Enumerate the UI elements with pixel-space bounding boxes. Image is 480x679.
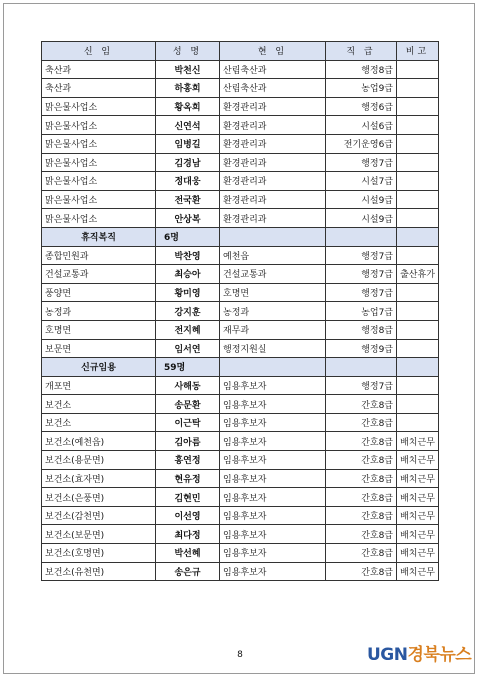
note-cell	[397, 395, 439, 414]
header-note: 비고	[397, 42, 439, 61]
name-cell: 정대웅	[156, 172, 220, 191]
page-number: 8	[237, 650, 243, 660]
section-blank-cell	[326, 358, 397, 377]
table-row	[42, 283, 439, 302]
grade-cell: 행정9급	[326, 339, 397, 358]
name-cell: 임서연	[156, 339, 220, 358]
name-cell: 황옥희	[156, 97, 220, 116]
table-row	[42, 246, 439, 265]
new-post-cell: 보건소(호명면)	[42, 544, 156, 563]
current-post-cell: 농정과	[220, 302, 326, 321]
name-cell: 송은규	[156, 562, 220, 581]
new-post-cell: 축산과	[42, 60, 156, 79]
table-row	[42, 376, 439, 395]
grade-cell: 간호8급	[326, 469, 397, 488]
new-post-cell: 풍양면	[42, 283, 156, 302]
header-current-post: 현 임	[220, 42, 326, 61]
note-cell: 배치근무	[397, 544, 439, 563]
table-row	[42, 97, 439, 116]
name-cell: 이근탁	[156, 413, 220, 432]
table-row	[42, 562, 439, 581]
grade-cell: 간호8급	[326, 395, 397, 414]
name-cell: 임병길	[156, 134, 220, 153]
table-row	[42, 339, 439, 358]
current-post-cell: 임용후보자	[220, 469, 326, 488]
new-post-cell: 보건소	[42, 413, 156, 432]
table-row	[42, 469, 439, 488]
section-blank-cell	[397, 227, 439, 246]
current-post-cell: 호명면	[220, 283, 326, 302]
name-cell: 사해동	[156, 376, 220, 395]
section-blank-cell	[326, 227, 397, 246]
current-post-cell: 환경관리과	[220, 153, 326, 172]
new-post-cell: 종합민원과	[42, 246, 156, 265]
table-row	[42, 79, 439, 98]
current-post-cell: 환경관리과	[220, 190, 326, 209]
table-row	[42, 153, 439, 172]
note-cell	[397, 153, 439, 172]
note-cell	[397, 116, 439, 135]
name-cell: 김경남	[156, 153, 220, 172]
note-cell: 배치근무	[397, 562, 439, 581]
note-cell	[397, 190, 439, 209]
new-post-cell: 맑은물사업소	[42, 172, 156, 191]
grade-cell: 행정8급	[326, 60, 397, 79]
grade-cell: 농업7급	[326, 302, 397, 321]
name-cell: 이선영	[156, 506, 220, 525]
grade-cell: 행정7급	[326, 246, 397, 265]
grade-cell: 시설9급	[326, 190, 397, 209]
note-cell	[397, 246, 439, 265]
note-cell	[397, 97, 439, 116]
new-post-cell: 보건소(감천면)	[42, 506, 156, 525]
new-post-cell: 보건소(유천면)	[42, 562, 156, 581]
new-post-cell: 맑은물사업소	[42, 116, 156, 135]
new-post-cell: 농정과	[42, 302, 156, 321]
note-cell	[397, 172, 439, 191]
note-cell	[397, 283, 439, 302]
grade-cell: 간호8급	[326, 544, 397, 563]
section-blank-cell	[397, 358, 439, 377]
current-post-cell: 건설교통과	[220, 265, 326, 284]
current-post-cell: 환경관리과	[220, 134, 326, 153]
grade-cell: 행정7급	[326, 153, 397, 172]
note-cell	[397, 302, 439, 321]
new-post-cell: 보건소	[42, 395, 156, 414]
name-cell: 전국환	[156, 190, 220, 209]
current-post-cell: 임용후보자	[220, 488, 326, 507]
new-post-cell: 축산과	[42, 79, 156, 98]
grade-cell: 시설7급	[326, 172, 397, 191]
note-cell: 배치근무	[397, 432, 439, 451]
header-new-post: 신 임	[42, 42, 156, 61]
current-post-cell: 행정지원실	[220, 339, 326, 358]
name-cell: 신연석	[156, 116, 220, 135]
table-row	[42, 209, 439, 228]
table-row	[42, 116, 439, 135]
section-count: 6명	[156, 227, 220, 246]
name-cell: 최다정	[156, 525, 220, 544]
current-post-cell: 임용후보자	[220, 432, 326, 451]
new-post-cell: 개포면	[42, 376, 156, 395]
grade-cell: 행정7급	[326, 376, 397, 395]
name-cell: 안상복	[156, 209, 220, 228]
table-row	[42, 172, 439, 191]
name-cell: 김현민	[156, 488, 220, 507]
new-post-cell: 맑은물사업소	[42, 134, 156, 153]
current-post-cell: 환경관리과	[220, 209, 326, 228]
current-post-cell: 임용후보자	[220, 544, 326, 563]
name-cell: 강지훈	[156, 302, 220, 321]
name-cell: 박찬영	[156, 246, 220, 265]
name-cell: 하홍희	[156, 79, 220, 98]
personnel-table	[41, 41, 439, 581]
section-blank-cell	[220, 358, 326, 377]
grade-cell: 행정6급	[326, 97, 397, 116]
note-cell	[397, 60, 439, 79]
new-post-cell: 보건소(보문면)	[42, 525, 156, 544]
grade-cell: 간호8급	[326, 525, 397, 544]
name-cell: 현유정	[156, 469, 220, 488]
grade-cell: 간호8급	[326, 451, 397, 470]
name-cell: 최승아	[156, 265, 220, 284]
note-cell: 배치근무	[397, 451, 439, 470]
note-cell: 출산휴가	[397, 265, 439, 284]
current-post-cell: 임용후보자	[220, 413, 326, 432]
grade-cell: 간호8급	[326, 432, 397, 451]
name-cell: 박선혜	[156, 544, 220, 563]
grade-cell: 시설6급	[326, 116, 397, 135]
table-row	[42, 302, 439, 321]
note-cell	[397, 209, 439, 228]
name-cell: 홍연정	[156, 451, 220, 470]
new-post-cell: 호명면	[42, 320, 156, 339]
table-header-row	[42, 42, 439, 61]
grade-cell: 간호8급	[326, 562, 397, 581]
new-post-cell: 보건소(용문면)	[42, 451, 156, 470]
table-row	[42, 60, 439, 79]
note-cell	[397, 134, 439, 153]
table-row	[42, 320, 439, 339]
current-post-cell: 환경관리과	[220, 172, 326, 191]
section-header-row	[42, 358, 439, 377]
header-name: 성 명	[156, 42, 220, 61]
table-row	[42, 134, 439, 153]
grade-cell: 행정7급	[326, 265, 397, 284]
current-post-cell: 재무과	[220, 320, 326, 339]
current-post-cell: 환경관리과	[220, 116, 326, 135]
new-post-cell: 보건소(효자면)	[42, 469, 156, 488]
current-post-cell: 환경관리과	[220, 97, 326, 116]
current-post-cell: 산림축산과	[220, 79, 326, 98]
news-logo	[367, 640, 471, 665]
grade-cell: 간호8급	[326, 488, 397, 507]
table-row	[42, 451, 439, 470]
new-post-cell: 건설교통과	[42, 265, 156, 284]
table-row	[42, 265, 439, 284]
new-post-cell: 맑은물사업소	[42, 209, 156, 228]
current-post-cell: 예천읍	[220, 246, 326, 265]
section-count: 59명	[156, 358, 220, 377]
grade-cell: 간호8급	[326, 413, 397, 432]
name-cell: 송문환	[156, 395, 220, 414]
current-post-cell: 임용후보자	[220, 506, 326, 525]
name-cell: 박천신	[156, 60, 220, 79]
note-cell: 배치근무	[397, 469, 439, 488]
grade-cell: 행정8급	[326, 320, 397, 339]
grade-cell: 시설9급	[326, 209, 397, 228]
current-post-cell: 산림축산과	[220, 60, 326, 79]
grade-cell: 간호8급	[326, 506, 397, 525]
new-post-cell: 맑은물사업소	[42, 97, 156, 116]
new-post-cell: 보건소(은풍면)	[42, 488, 156, 507]
logo-ugn: UGN	[367, 645, 408, 665]
note-cell	[397, 339, 439, 358]
current-post-cell: 임용후보자	[220, 376, 326, 395]
table-row	[42, 544, 439, 563]
new-post-cell: 맑은물사업소	[42, 153, 156, 172]
table-row	[42, 190, 439, 209]
current-post-cell: 임용후보자	[220, 395, 326, 414]
current-post-cell: 임용후보자	[220, 562, 326, 581]
new-post-cell: 맑은물사업소	[42, 190, 156, 209]
note-cell	[397, 413, 439, 432]
table-row	[42, 395, 439, 414]
header-grade: 직 급	[326, 42, 397, 61]
table-row	[42, 525, 439, 544]
section-title: 신규임용	[42, 358, 156, 377]
name-cell: 김아름	[156, 432, 220, 451]
section-header-row	[42, 227, 439, 246]
note-cell: 배치근무	[397, 506, 439, 525]
table-row	[42, 488, 439, 507]
note-cell	[397, 376, 439, 395]
section-title: 휴직복직	[42, 227, 156, 246]
table-row	[42, 432, 439, 451]
note-cell: 배치근무	[397, 525, 439, 544]
name-cell: 황미영	[156, 283, 220, 302]
grade-cell: 농업9급	[326, 79, 397, 98]
logo-brand: 경북뉴스	[407, 645, 472, 665]
grade-cell: 전기운영6급	[326, 134, 397, 153]
section-blank-cell	[220, 227, 326, 246]
new-post-cell: 보건소(예천읍)	[42, 432, 156, 451]
name-cell: 전지혜	[156, 320, 220, 339]
current-post-cell: 임용후보자	[220, 525, 326, 544]
note-cell	[397, 320, 439, 339]
table-row	[42, 413, 439, 432]
new-post-cell: 보문면	[42, 339, 156, 358]
table-row	[42, 506, 439, 525]
note-cell: 배치근무	[397, 488, 439, 507]
note-cell	[397, 79, 439, 98]
current-post-cell: 임용후보자	[220, 451, 326, 470]
grade-cell: 행정7급	[326, 283, 397, 302]
